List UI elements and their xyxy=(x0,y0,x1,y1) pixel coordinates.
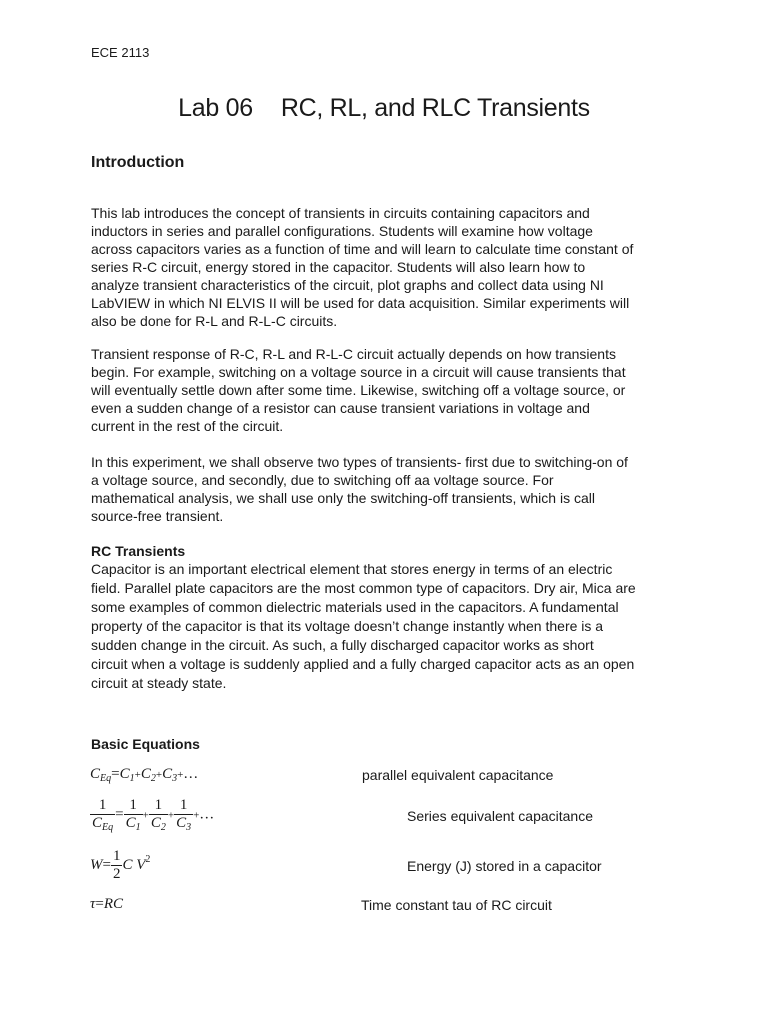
text-line: series R-C circuit, energy stored in the capacitor. Students will also learn how to xyxy=(91,259,586,275)
text-line: even a sudden change of a resistor can cause transient variations in voltage and xyxy=(91,400,590,416)
text-line: a voltage source, and secondly, due to switching off aa voltage source. For xyxy=(91,472,554,488)
text-line: current in the rest of the circuit. xyxy=(91,418,284,434)
text-line: some examples of common dielectric materials used in the capacitors. A fundamental xyxy=(91,599,619,615)
parallel-capacitance-description: parallel equivalent capacitance xyxy=(362,767,554,783)
text-line: across capacitors varies as a function of time and will learn to calculate time constant of xyxy=(91,241,634,257)
text-line: sudden change in the circuit. As such, a fully discharged capacitor works as short xyxy=(91,637,594,653)
text-line: circuit when a voltage is suddenly applied and a fully charged capacitor acts as an open xyxy=(91,656,635,672)
text-line: also be done for R-L and R-L-C circuits. xyxy=(91,313,338,329)
lab-topic: RC, RL, and RLC Transients xyxy=(280,94,590,122)
text-line: inductors in series and parallel configurations. Students will examine how voltage xyxy=(91,223,593,239)
time-constant-description: Time constant tau of RC circuit xyxy=(361,897,552,913)
rc-paragraph xyxy=(91,560,691,693)
capacitor-energy-description: Energy (J) stored in a capacitor xyxy=(407,858,602,874)
course-code: ECE 2113 xyxy=(91,45,150,60)
intro-paragraph-3 xyxy=(91,453,691,525)
intro-paragraph-1 xyxy=(91,204,691,330)
text-line: Capacitor is an important electrical element that stores energy in terms of an electric xyxy=(91,561,613,577)
introduction-heading: Introduction xyxy=(91,154,185,171)
intro-paragraph-2 xyxy=(91,345,691,435)
basic-equations-heading: Basic Equations xyxy=(91,736,200,752)
text-line: property of the capacitor is that its voltage doesn’t change instantly when there is a xyxy=(91,618,604,634)
capacitor-energy-equation: W= $\frac{1}{2}$ C $V^2$ xyxy=(90,848,151,882)
page-title xyxy=(0,94,768,123)
parallel-capacitance-equation: $C_{Eq}=C_1+C_2+C_3+\dots$ xyxy=(90,766,199,784)
series-capacitance-description: Series equivalent capacitance xyxy=(407,808,594,824)
text-line: Transient response of R-C, R-L and R-L-C circuit actually depends on how transients xyxy=(91,346,616,362)
rc-transients-heading: RC Transients xyxy=(91,543,186,559)
text-line: begin. For example, switching on a voltage source in a circuit will cause transients that xyxy=(91,364,626,380)
text-line: mathematical analysis, we shall use only the switching-off transients, which is call xyxy=(91,490,595,506)
lab-number: Lab 06 xyxy=(178,94,253,122)
series-capacitance-equation: $\frac{1}{C_{Eq}}$ = $\frac{1}{C_1}$ + $\frac{1}{C_2}$ + $\frac{1}{C_3}$ +… xyxy=(92,797,215,833)
text-line: will eventually settle down after some time. Likewise, switching off a voltage source, or xyxy=(91,382,626,398)
time-constant-equation: τ=RC xyxy=(90,896,124,912)
text-line: source-free transient. xyxy=(91,508,224,524)
text-line: LabVIEW in which NI ELVIS II will be used for data acquisition. Similar experiments will xyxy=(91,295,630,311)
text-line: analyze transient characteristics of the circuit, plot graphs and collect data using NI xyxy=(91,277,604,293)
text-line: In this experiment, we shall observe two types of transients- first due to switching-on of xyxy=(91,454,628,470)
text-line: This lab introduces the concept of transients in circuits containing capacitors and xyxy=(91,205,590,221)
text-line: circuit at steady state. xyxy=(91,675,227,691)
text-line: field. Parallel plate capacitors are the most common type of capacitors. Dry air, Mica are xyxy=(91,580,636,596)
